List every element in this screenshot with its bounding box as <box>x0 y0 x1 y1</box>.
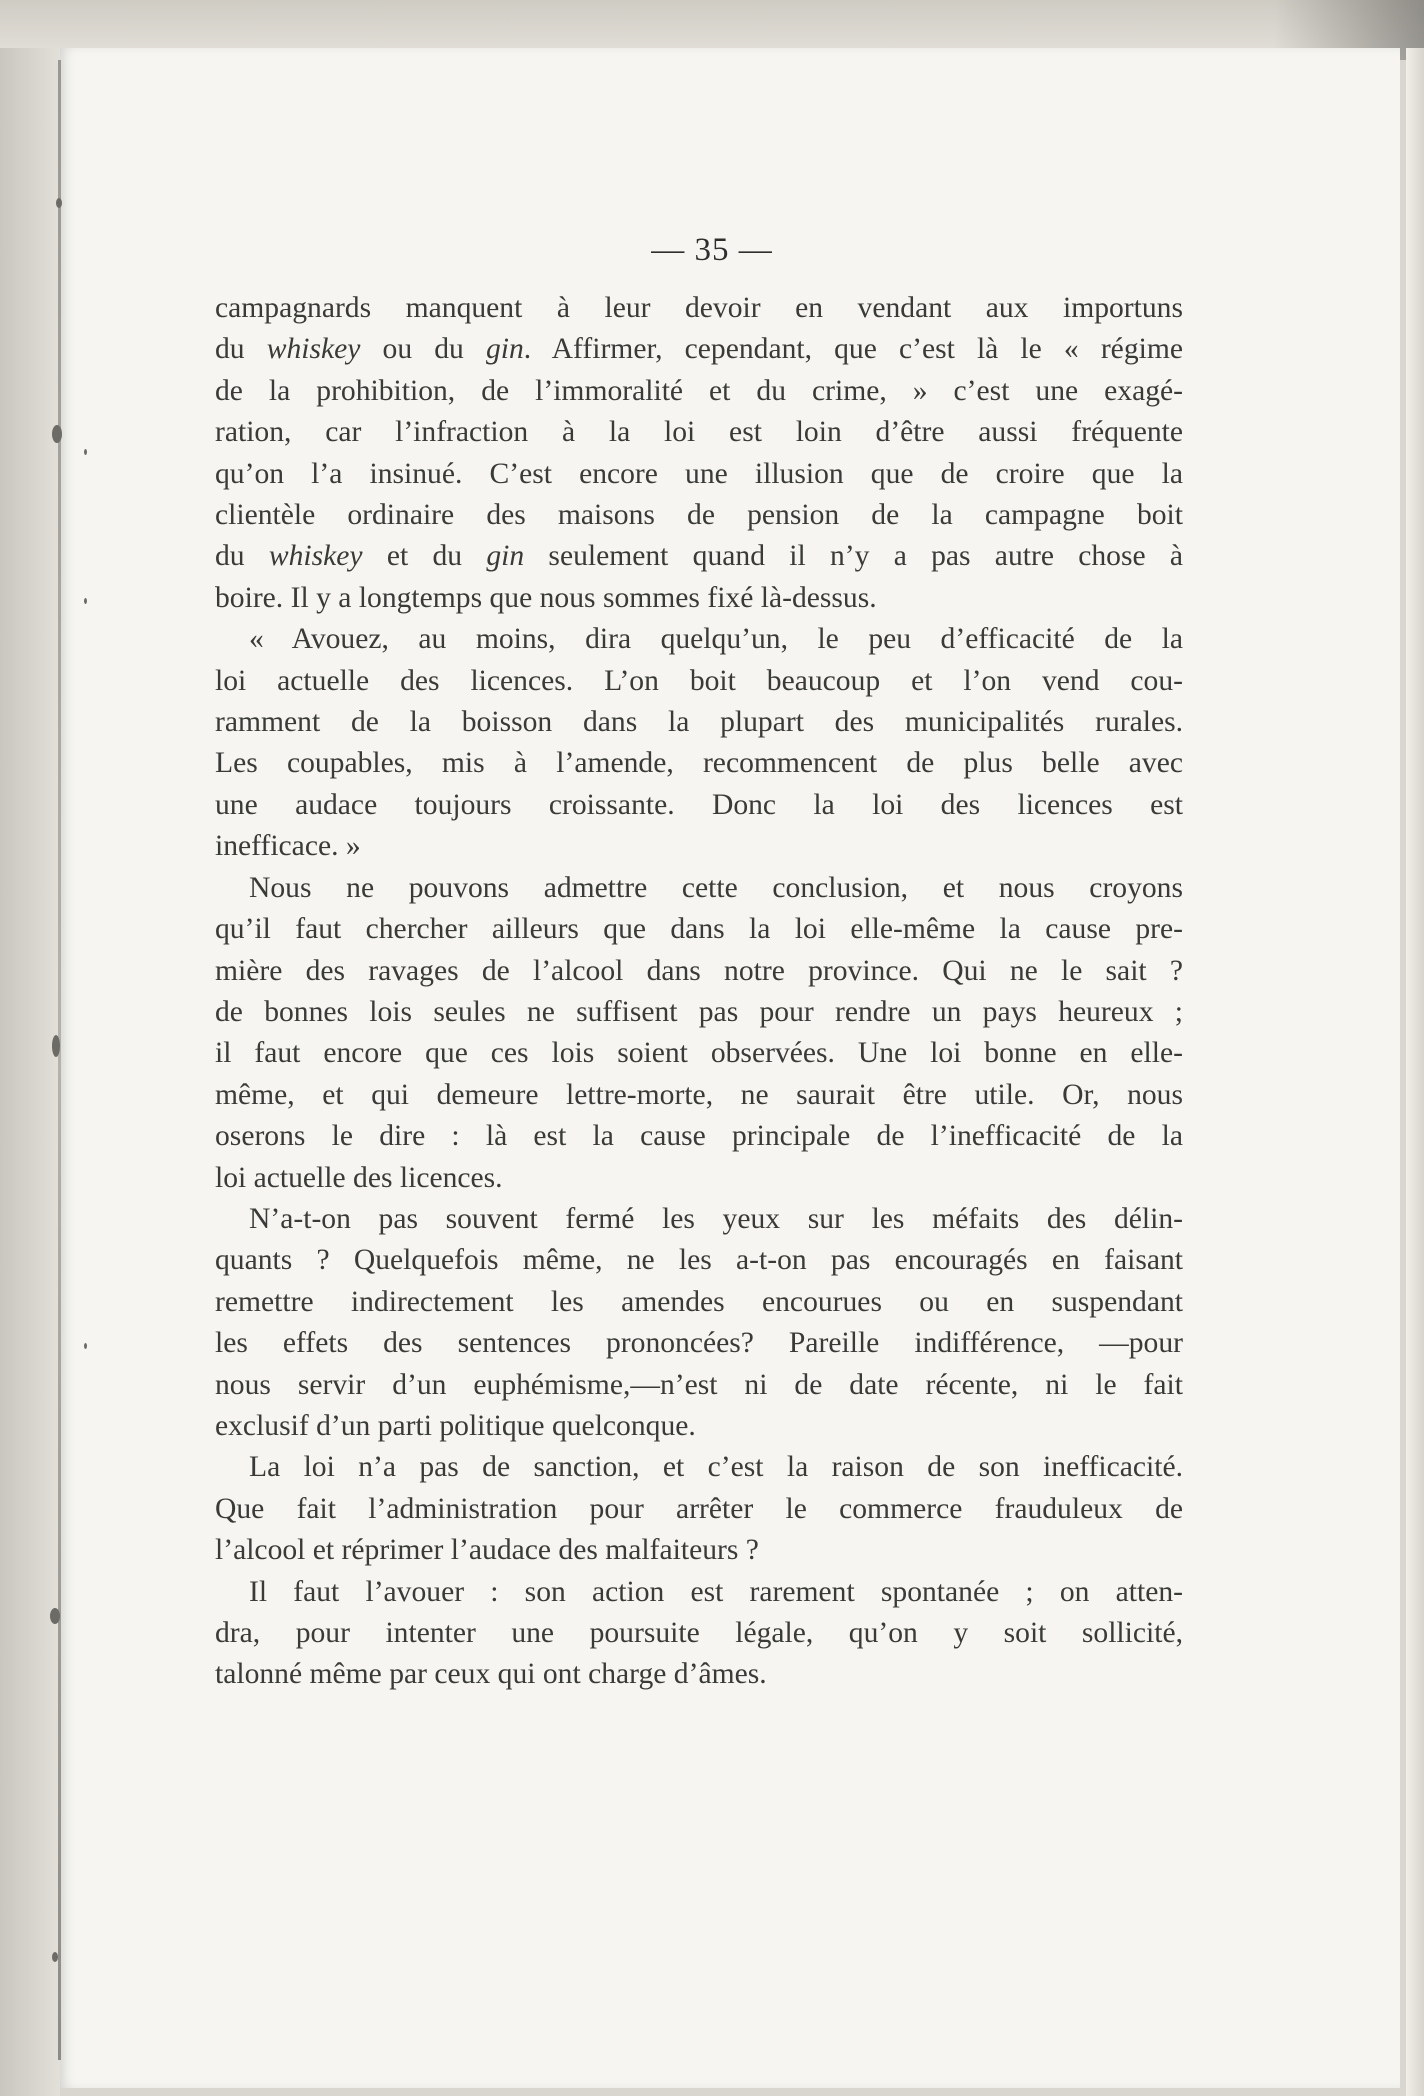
text-line: ramment de la boisson dans la plupart des municipalités rurales. <box>215 706 1183 739</box>
text-line: Que fait l’administration pour arrêter le commerce frauduleux de <box>215 1492 1183 1525</box>
text-line: remettre indirectement les amendes encourues ou en suspendant <box>215 1285 1183 1318</box>
text-line: qu’il faut chercher ailleurs que dans la loi elle-même la cause pre- <box>215 913 1183 946</box>
text-line: loi actuelle des licences. L’on boit beaucoup et l’on vend cou- <box>215 664 1183 697</box>
text-line: les effets des sentences prononcées? Pareille indifférence, —pour <box>215 1327 1183 1360</box>
text-line: N’a-t-on pas souvent fermé les yeux sur les méfaits des délin- <box>249 1202 1183 1235</box>
text-line: nous servir d’un euphémisme,—n’est ni de date récente, ni le fait <box>215 1368 1183 1401</box>
binding-mark <box>84 1343 87 1349</box>
paragraph <box>215 288 1183 619</box>
text-line: boire. Il y a longtemps que nous sommes fixé là-dessus. <box>215 581 877 614</box>
text-line: talonné même par ceux qui ont charge d’âmes. <box>215 1658 767 1691</box>
text-line: de bonnes lois seules ne suffisent pas pour rendre un pays heureux ; <box>215 995 1183 1028</box>
body-text <box>215 288 1183 1696</box>
text-line: l’alcool et réprimer l’audace des malfaiteurs ? <box>215 1534 759 1567</box>
text-line: loi actuelle des licences. <box>215 1161 503 1194</box>
paragraph <box>215 1199 1183 1447</box>
text-line: inefficace. » <box>215 830 361 863</box>
text-line: dra, pour intenter une poursuite légale, qu’on y soit sollicité, <box>215 1617 1183 1649</box>
binding-mark <box>52 425 62 443</box>
paragraph <box>215 619 1183 867</box>
text-line: du whiskey ou du gin. Affirmer, cependant, que c’est là le « régime <box>215 333 1183 366</box>
text-line: « Avouez, au moins, dira quelqu’un, le peu d’efficacité de la <box>249 623 1183 656</box>
text-line: mière des ravages de l’alcool dans notre province. Qui ne le sait ? <box>215 954 1183 987</box>
text-line: clientèle ordinaire des maisons de pension de la campagne boit <box>215 499 1183 532</box>
text-line: Nous ne pouvons admettre cette conclusion, et nous croyons <box>249 871 1183 904</box>
page-number: — 35 — <box>651 232 773 268</box>
binding-mark <box>50 1608 60 1624</box>
binding-mark <box>52 1952 58 1962</box>
page-right-edge <box>1406 48 1424 2096</box>
paragraph <box>215 1447 1183 1571</box>
text-line: exclusif d’un parti politique quelconque. <box>215 1409 696 1442</box>
text-line: même, et qui demeure lettre-morte, ne saurait être utile. Or, nous <box>215 1078 1183 1111</box>
text-line: oserons le dire : là est la cause principale de l’inefficacité de la <box>215 1120 1183 1153</box>
text-line: campagnards manquent à leur devoir en vendant aux importuns <box>215 292 1183 324</box>
text-line: de la prohibition, de l’immoralité et du crime, » c’est une exagé- <box>215 374 1183 407</box>
text-line: du whiskey et du gin seulement quand il n’y a pas autre chose à <box>215 540 1184 573</box>
text-line: il faut encore que ces lois soient observées. Une loi bonne en elle- <box>215 1037 1183 1070</box>
text-line: quants ? Quelquefois même, ne les a-t-on pas encouragés en faisant <box>215 1244 1183 1277</box>
paragraph <box>215 1572 1183 1696</box>
binding-mark <box>56 198 62 208</box>
binding-mark <box>52 1035 60 1057</box>
text-line: Il faut l’avouer : son action est rarement spontanée ; on atten- <box>249 1575 1183 1608</box>
text-line: qu’on l’a insinué. C’est encore une illusion que de croire que la <box>215 457 1183 490</box>
binding-mark <box>84 598 87 604</box>
text-line: ration, car l’infraction à la loi est loin d’être aussi fréquente <box>215 416 1183 449</box>
binding-mark <box>84 449 87 455</box>
gutter-shadow <box>0 48 60 2096</box>
binding-line <box>58 60 61 2060</box>
text-line: une audace toujours croissante. Donc la loi des licences est <box>215 788 1183 821</box>
text-line: La loi n’a pas de sanction, et c’est la raison de son inefficacité. <box>249 1451 1183 1484</box>
paragraph <box>215 868 1183 1199</box>
text-line: Les coupables, mis à l’amende, recommencent de plus belle avec <box>215 747 1183 780</box>
